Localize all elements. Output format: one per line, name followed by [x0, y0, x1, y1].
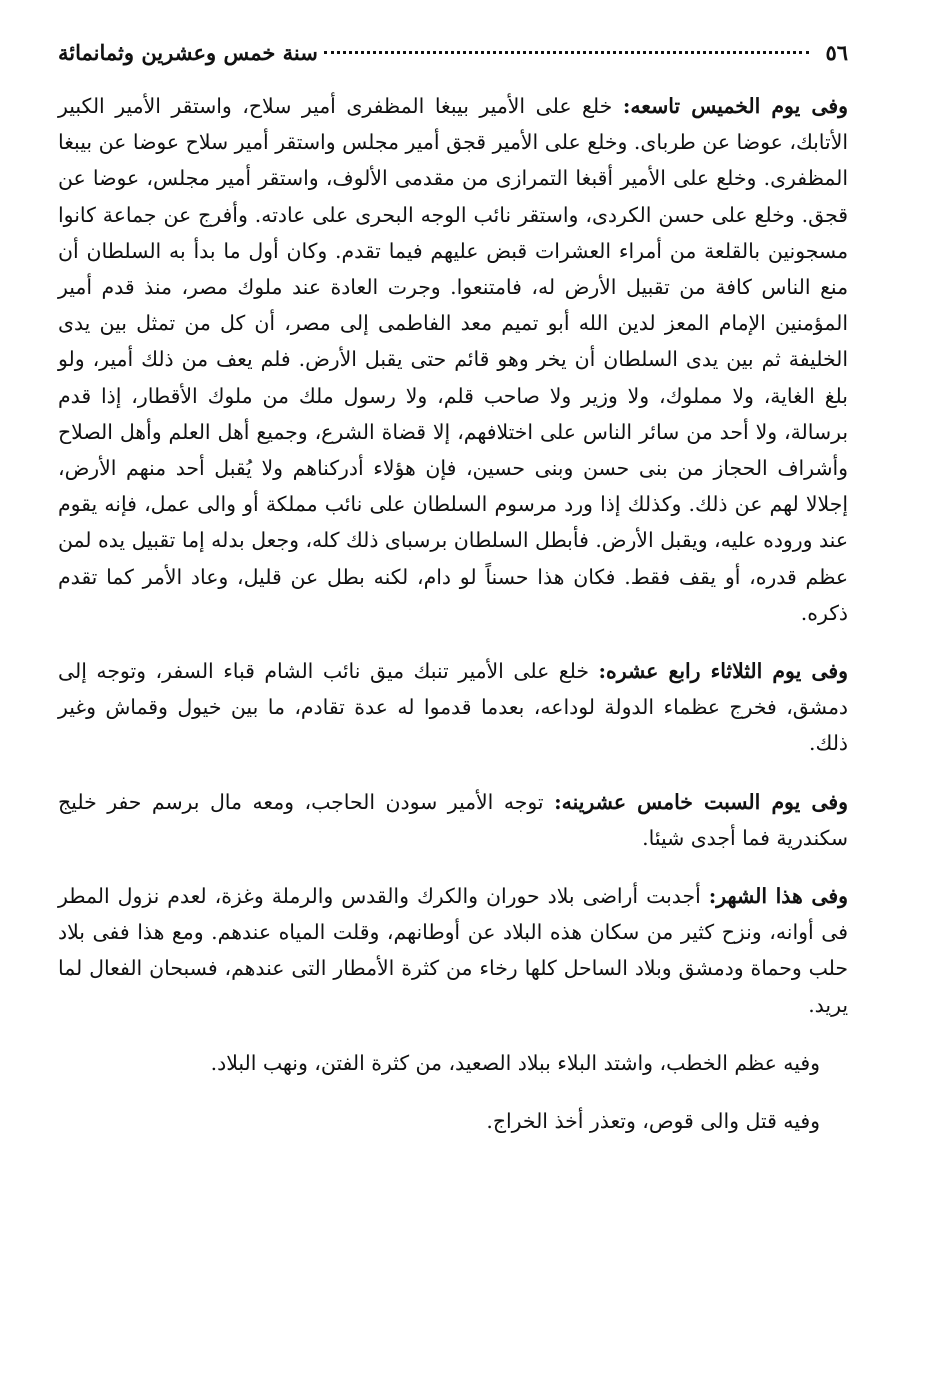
- paragraph-text: خلع على الأمير بيبغا المظفرى أمير سلاح، واستقر الأمير الكبير الأتابك، عوضا عن طربای. وخلع على الأمير قجق أمير مجلس واستقر أمير سلاح عوضا عن بيبغا المظفرى. وخلع على الأمير أقبغا التمرازى من مقدمى الألوف، واستقر أمير مجلس، عوضا عن قجق. وخلع على حسن الكردى، واستقر نائب الوجه البحرى على عادته. وأفرج عن جماعة كانوا مسجونين بالقلعة من أمراء العشرات قبض عليهم فيما تقدم. وكان أول ما بدأ به السلطان أن منع الناس كافة من تقبيل الأرض له، فامتنعوا. وجرت العادة عند ملوك مصر، منذ قدم أمير المؤمنين الإمام المعز لدين الله أبو تميم معد الفاطمى إلى مصر، أن كل من تمثل بين يدى الخليفة ثم بين يدى السلطان أن يخر وهو قائم حتى يقبل الأرض. فلم يعف من ذلك أمير، ولو بلغ الغاية، ولا مملوك، ولا وزير ولا صاحب قلم، ولا رسول ملك من ملوك الأقطار، إذا قدم برسالة، ولا أحد من سائر الناس على اختلافهم، إلا قضاة الشرع، وجميع أهل العلم وأهل الصلاح وأشراف الحجاز من بنى حسن وبنى حسين، فإن هؤلاء أدركناهم ولا يُقبل أحد منهم الأرض، إجلالا لهم عن ذلك. وكذلك إذا ورد مرسوم السلطان على نائب مملكة أو والى عمل، فإنه يقوم عند وروده عليه، ويقبل الأرض. فأبطل السلطان برسبای ذلك كله، وجعل بدله إما تقبيل يده لمن عظم قدره، أو يقف فقط. فكان هذا حسناً لو دام، لكنه بطل عن قليل، وعاد الأمر كما تقدم ذكره.: [58, 94, 848, 625]
- paragraph-this-month: [58, 878, 848, 1023]
- header-dot-leader: [324, 51, 810, 54]
- running-title: سنة خمس وعشرين وثمانمائة: [58, 40, 318, 65]
- paragraph-thursday: [58, 88, 848, 631]
- paragraph-qus: [58, 1103, 848, 1139]
- paragraph-lead: وفى يوم الخميس تاسعه:: [622, 94, 849, 118]
- paragraph-lead: وفى هذا الشهر:: [708, 884, 848, 909]
- paragraph-text: توجه الأمير سودن الحاجب، ومعه مال برسم حفر خليج سكندرية فما أجدى شيئا.: [58, 789, 848, 850]
- paragraph-text: أجدبت أراضى بلاد حوران والكرك والقدس والرملة وغزة، لعدم نزول المطر فى أوانه، ونزح كثير من سكان هذه البلاد عن أوطانهم، وقلت المياه عندهم. ومع هذا ففى بلاد حلب وحماة ودمشق وبلاد الساحل كلها رخاء من كثرة الأمطار التى عندهم، فسبحان الفعال لما يريد.: [58, 884, 848, 1017]
- paragraph-text: وفيه قتل والى قوص، وتعذر أخذ الخراج.: [486, 1109, 820, 1134]
- paragraph-tuesday: [58, 653, 848, 762]
- paragraph-saturday: [58, 784, 848, 856]
- page-number: ٥٦: [825, 40, 848, 65]
- paragraph-text: وفيه عظم الخطب، واشتد البلاء ببلاد الصعيد، من كثرة الفتن، ونهب البلاد.: [210, 1050, 820, 1075]
- paragraph-lead: وفى يوم السبت خامس عشرينه:: [554, 789, 849, 814]
- document-page: [58, 40, 848, 1139]
- paragraph-text: خلع على الأمير تنبك ميق نائب الشام قباء السفر، وتوجه إلى دمشق، فخرج عظماء الدولة لوداعه، بعدما قدموا له عدة تقادم، ما بين خيول وقماش وغير ذلك.: [58, 659, 848, 756]
- paragraph-lead: وفى يوم الثلاثاء رابع عشره:: [598, 659, 848, 684]
- paragraph-upper-egypt: [58, 1045, 848, 1081]
- page-header: [58, 40, 848, 88]
